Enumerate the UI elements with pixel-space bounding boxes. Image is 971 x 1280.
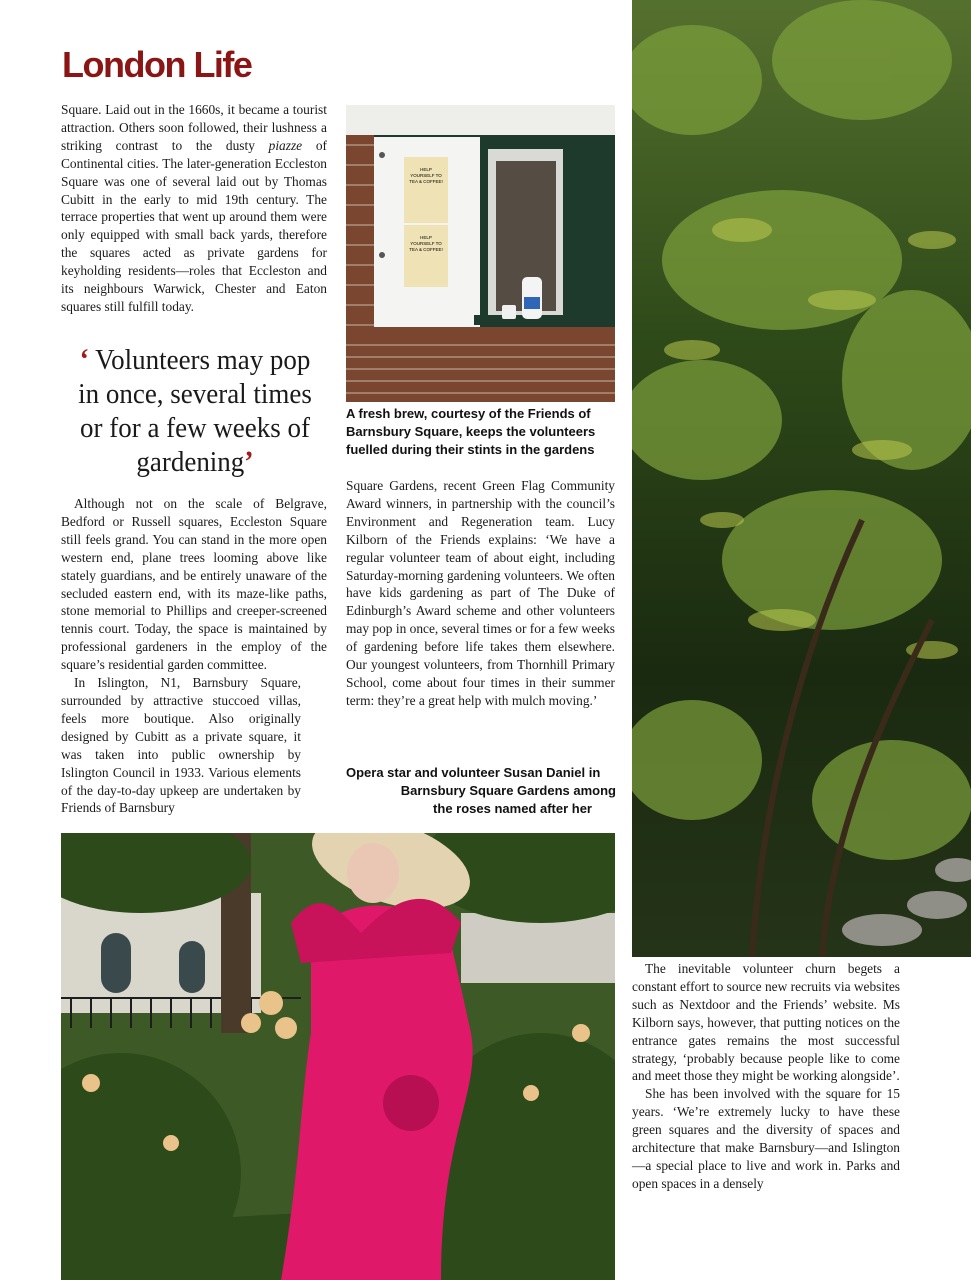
opera-singer-roses-photo <box>61 833 615 1280</box>
paragraph: Although not on the scale of Belgrave, Bedford or Russell squares, Eccleston Square still feels grand. You can stand in the more open western end, plane trees looming above like stately guardians, and be entirely unaware of the secluded eastern end, with its maze-like paths, stone memorial to Phillips and creeper-screened tennis court. Today, the space is maintained by professional gardeners in the employ of the square’s residential garden committee. <box>61 496 327 673</box>
body-column-2 <box>346 477 615 710</box>
svg-text:YOURSELF TO: YOURSELF TO <box>410 173 442 178</box>
photo-caption-opera: Opera star and volunteer Susan Daniel in Barnsbury Square Gardens among the roses named after her <box>346 765 616 816</box>
body-column-1-bottom <box>61 495 327 817</box>
svg-text:TEA & COFFEE!: TEA & COFFEE! <box>409 179 443 184</box>
close-quote-mark: ’ <box>244 445 254 478</box>
paragraph: Square. Laid out in the 1660s, it became a tourist attraction. Others soon followed, their lushness a striking contrast to the dusty piazze of Continental cities. The later-generation Eccleston Square was one of several laid out by Thomas Cubitt in the early to mid 19th century. The terrace properties that went up around them were only equipped with small back yards, therefore the squares acted as private gardens for keyholding residents—roles that Eccleston and its neighbours Warwick, Chester and Eaton squares still fulfill today. <box>61 102 327 314</box>
section-title: London Life <box>62 44 252 85</box>
svg-text:TEA & COFFEE!: TEA & COFFEE! <box>409 247 443 252</box>
svg-text:HELP: HELP <box>420 235 432 240</box>
paragraph: She has been involved with the square for 15 years. ‘We’re extremely lucky to have these green squares and the diversity of spaces and architecture that make Barnsbury—and Islington—a special place to live and work in. Parks and open spaces in a densely <box>632 1086 900 1191</box>
paragraph: In Islington, N1, Barnsbury Square, surrounded by attractive stuccoed villas, feels more boutique. Also originally designed by Cubitt as a private square, it was taken into public ownership by Islington Council in 1933. Various elements of the day-to-day upkeep are undertaken by Friends of Barnsbury <box>61 675 301 816</box>
body-column-3 <box>632 960 900 1193</box>
paragraph: The inevitable volunteer churn begets a constant effort to source new recruits via websites such as Nextdoor and the Friends’ website. Ms Kilborn says, however, that putting notices on the entrance gates remains the most successful strategy, ‘probably because people like to come and meet those they might be working alongside’. <box>632 961 900 1084</box>
pull-quote <box>68 343 323 479</box>
svg-text:YOURSELF TO: YOURSELF TO <box>410 241 442 246</box>
svg-text:HELP: HELP <box>420 167 432 172</box>
open-quote-mark: ‘ <box>79 343 89 376</box>
kiosk-window-photo <box>346 105 615 402</box>
pull-quote-text: Volunteers may pop in once, several times or for a few weeks of gardening <box>78 344 312 478</box>
photo-caption-brew: A fresh brew, courtesy of the Friends of Barnsbury Square, keeps the volunteers fuelled during their stints in the gardens <box>346 406 596 457</box>
paragraph: Square Gardens, recent Green Flag Community Award winners, in partnership with the council’s Environment and Regeneration team. Lucy Kilborn of the Friends explains: ‘We have a regular volunteer team of about eight, including Saturday-morning gardening volunteers. We often have kids gardening as part of The Duke of Edinburgh’s Award scheme and other volunteers may pop in once, several times or for a few weeks of gardening before life takes them elsewhere. Our youngest volunteers, from Thornhill Primary School, come about four times in their summer term: they’re a great help with mulch moving.’ <box>346 478 615 708</box>
garden-foliage-photo <box>632 0 971 957</box>
body-column-1-top <box>61 101 327 316</box>
